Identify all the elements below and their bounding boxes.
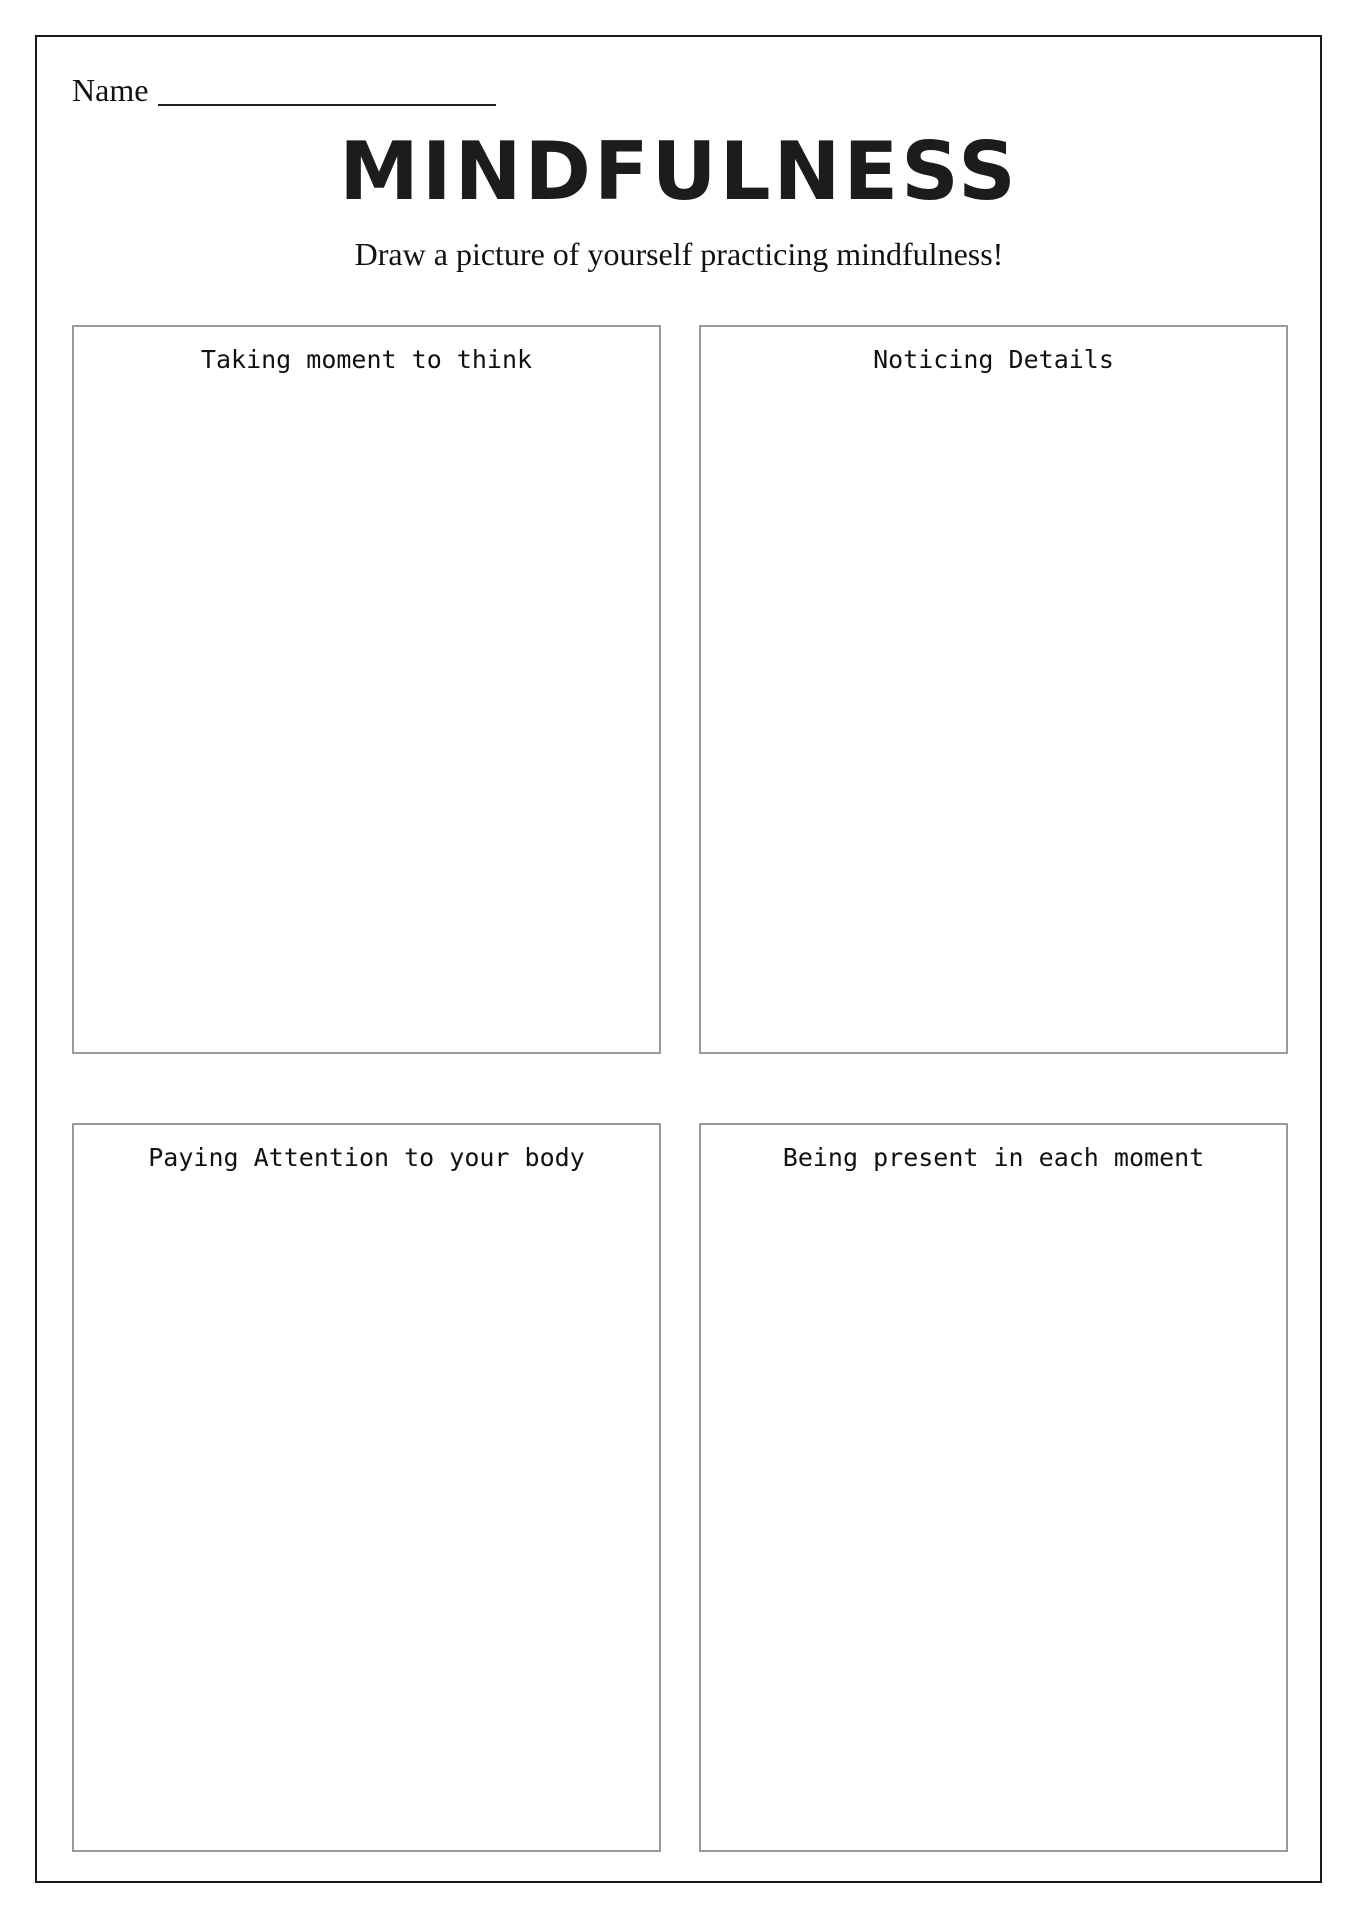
name-field [72, 70, 496, 110]
panel-label: Being present in each moment [782, 1143, 1205, 1172]
drawing-panel-being-present[interactable] [699, 1123, 1288, 1852]
drawing-panel-paying-attention[interactable] [72, 1123, 661, 1852]
page-title: MINDFULNESS [339, 125, 1019, 218]
instruction-text: Draw a picture of yourself practicing mindfulness! [354, 236, 1004, 272]
panel-label: Noticing Details [873, 345, 1114, 374]
name-blank-line[interactable] [158, 104, 496, 106]
drawing-panel-noticing-details[interactable] [699, 325, 1288, 1054]
panel-label: Paying Attention to your body [148, 1143, 585, 1172]
panel-label: Taking moment to think [200, 345, 533, 374]
drawing-panel-taking-moment[interactable] [72, 325, 661, 1054]
name-label: Name [72, 72, 149, 108]
